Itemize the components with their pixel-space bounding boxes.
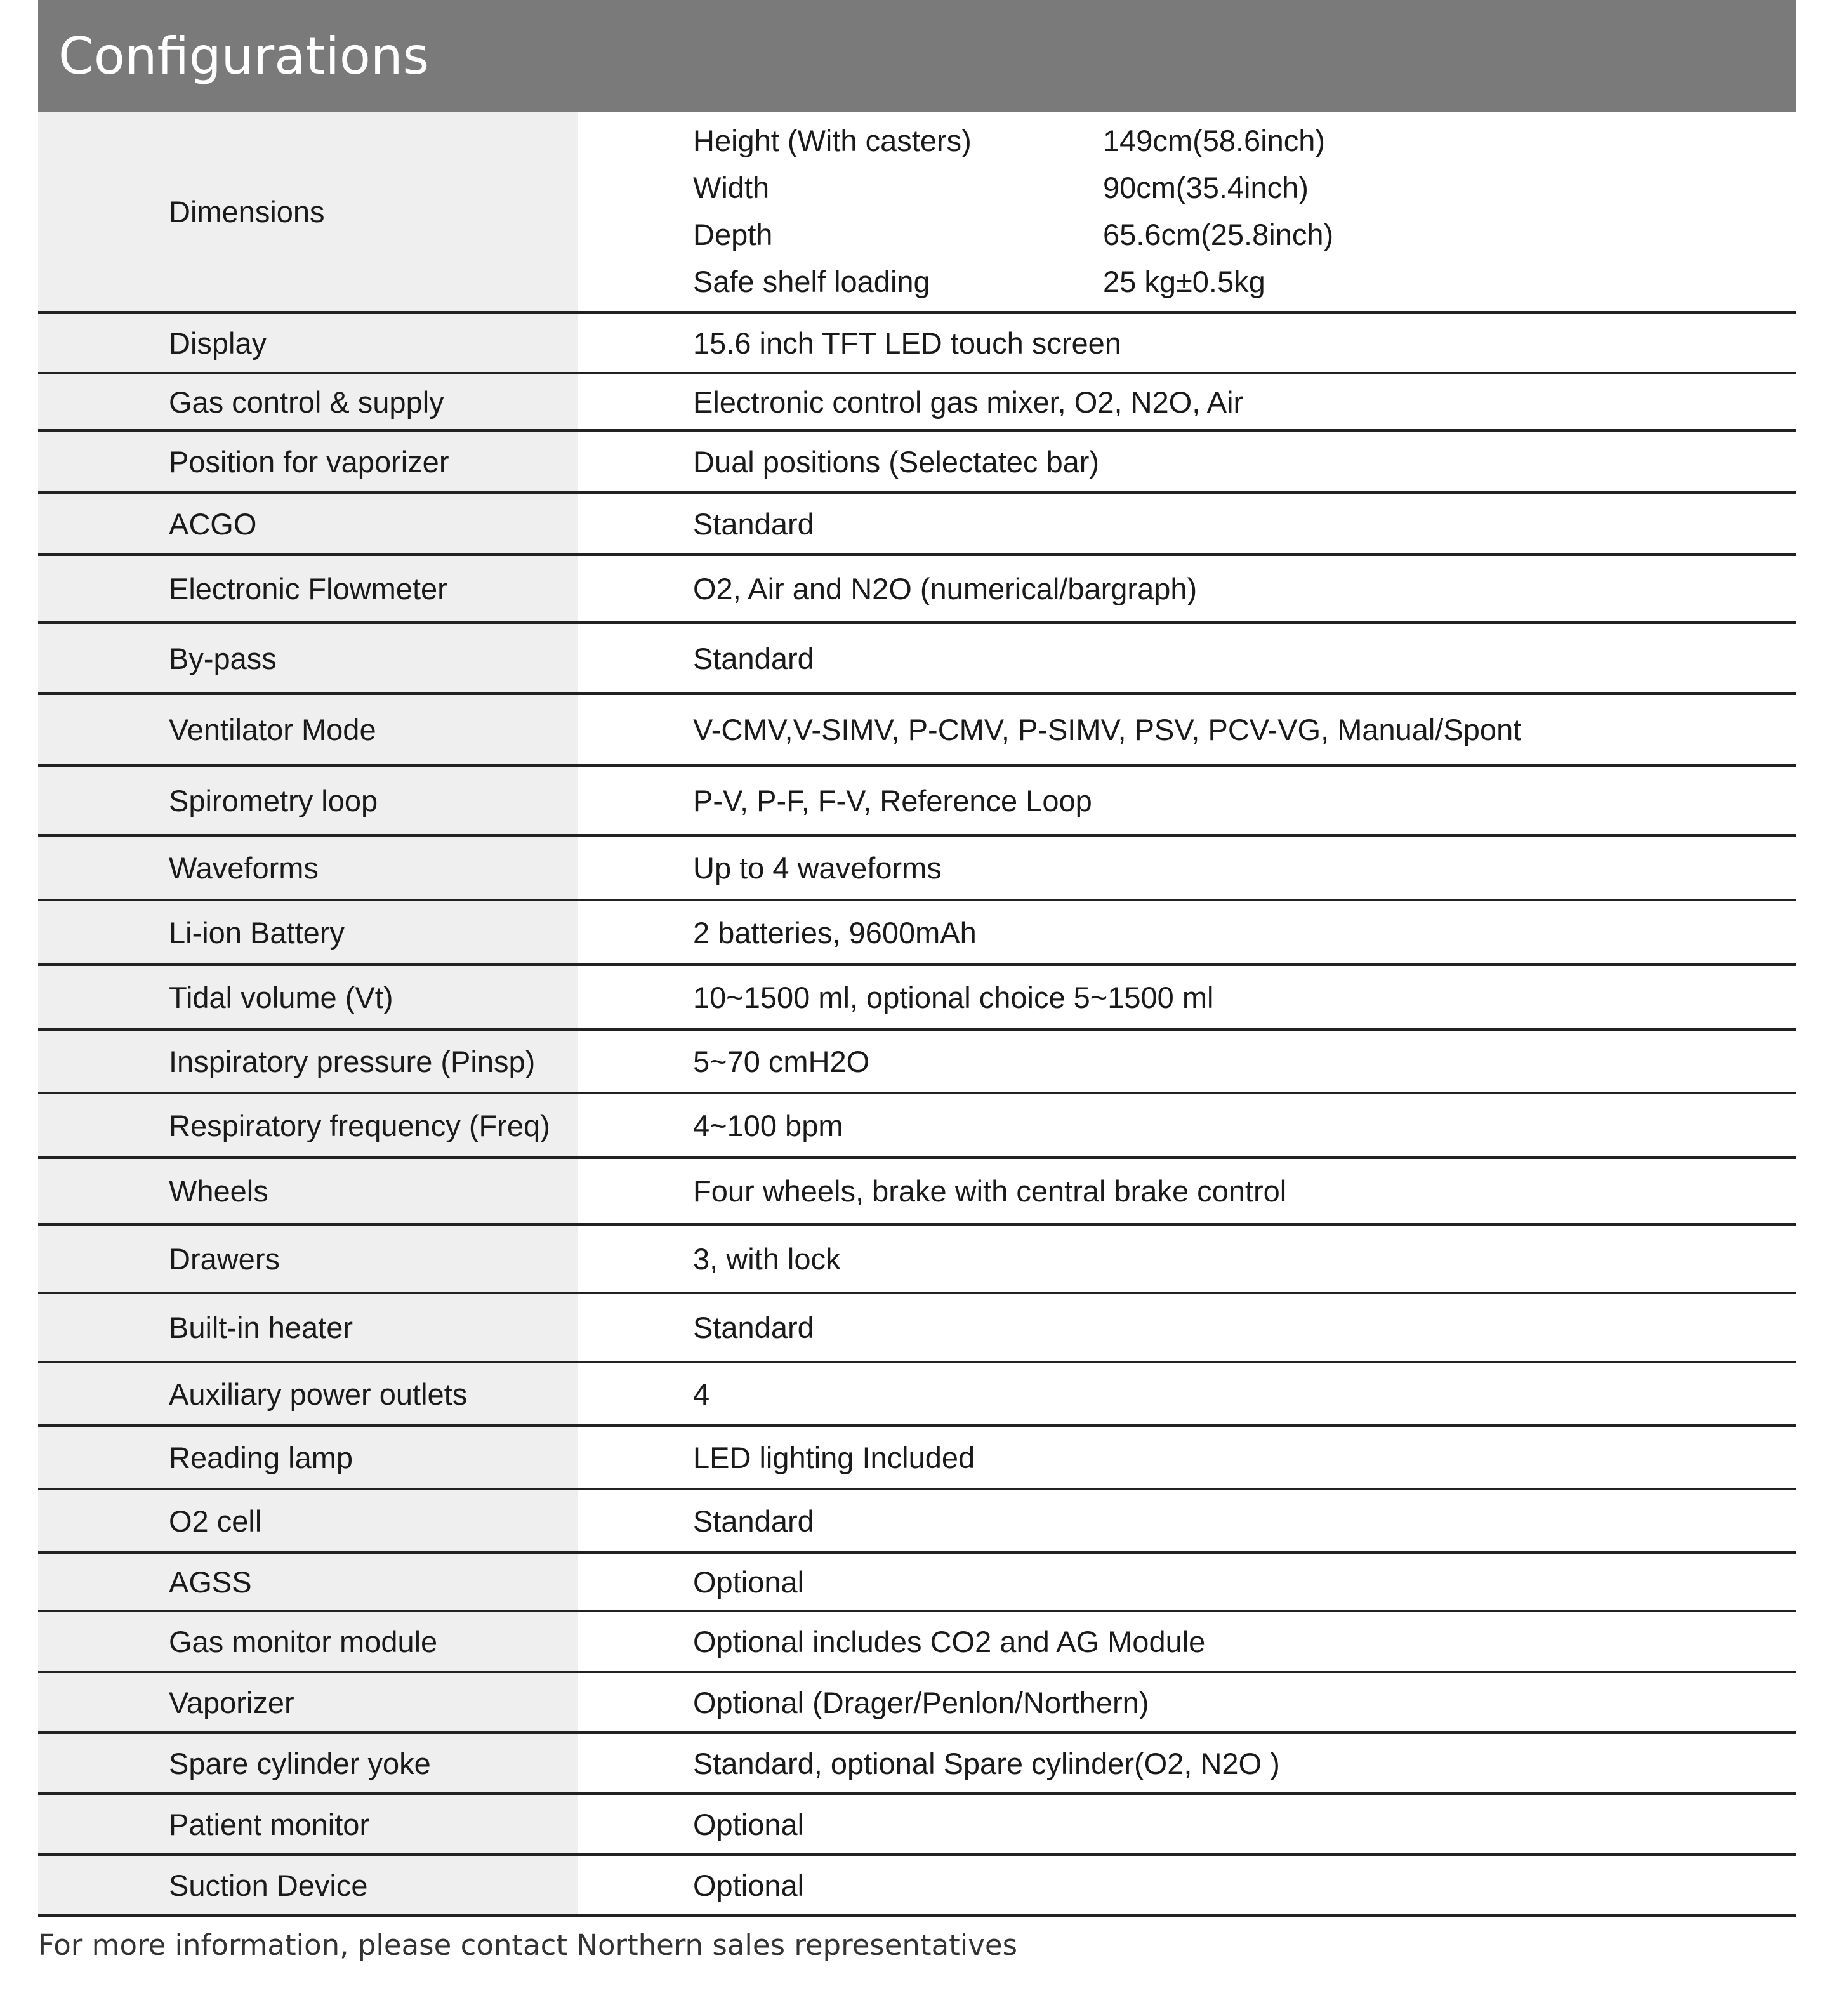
table-row [38,555,1796,623]
row-label: By-pass [38,623,578,694]
dimension-value: 25 kg±0.5kg [1103,265,1265,298]
row-value: 4 [578,1362,1796,1426]
dimension-value: 149cm(58.6inch) [1103,124,1326,157]
row-value: O2, Air and N2O (numerical/bargraph) [578,555,1796,623]
table-row [38,1224,1796,1293]
dimension-name: Height (With casters) [693,124,972,157]
row-value: Four wheels, brake with central brake control [578,1158,1796,1224]
row-value: Dual positions (Selectatec bar) [578,430,1796,493]
table-row [38,312,1796,373]
row-label: Vaporizer [38,1672,578,1733]
row-label: Auxiliary power outlets [38,1362,578,1426]
row-value: 5~70 cmH2O [578,1029,1796,1093]
footer-note: For more information, please contact Northern sales representatives [38,1928,1018,1962]
dimensions-values [578,112,1796,312]
table-row [38,430,1796,493]
table-row [38,1611,1796,1672]
table-row [38,1733,1796,1794]
dimension-name: Safe shelf loading [693,265,930,298]
row-value: V-CMV,V-SIMV, P-CMV, P-SIMV, PSV, PCV-VG, Manual/Spont [578,694,1796,765]
row-label: Built-in heater [38,1293,578,1362]
row-label: Electronic Flowmeter [38,555,578,623]
row-label: Inspiratory pressure (Pinsp) [38,1029,578,1093]
row-label: Patient monitor [38,1794,578,1855]
row-label: Position for vaporizer [38,430,578,493]
table-row [38,1362,1796,1426]
table-row [38,1794,1796,1855]
row-value: Standard [578,493,1796,555]
table-row [38,1489,1796,1552]
row-label: Wheels [38,1158,578,1224]
row-label: ACGO [38,493,578,555]
table-row [38,1029,1796,1093]
row-value: 3, with lock [578,1224,1796,1293]
table-row [38,835,1796,900]
row-value: Standard [578,623,1796,694]
table-row [38,623,1796,694]
table-row [38,1552,1796,1611]
row-value: Optional includes CO2 and AG Module [578,1611,1796,1672]
row-value: 2 batteries, 9600mAh [578,900,1796,965]
row-label: Li-ion Battery [38,900,578,965]
row-value: Up to 4 waveforms [578,835,1796,900]
row-label: O2 cell [38,1489,578,1552]
table-row [38,493,1796,555]
dimension-value: 90cm(35.4inch) [1103,171,1309,204]
dimension-name: Depth [693,218,773,251]
row-value: Standard, optional Spare cylinder(O2, N2O ) [578,1733,1796,1794]
row-value: Optional (Drager/Penlon/Northern) [578,1672,1796,1733]
row-value: Standard [578,1293,1796,1362]
row-value: 10~1500 ml, optional choice 5~1500 ml [578,965,1796,1029]
row-value: Optional [578,1552,1796,1611]
row-value: 4~100 bpm [578,1093,1796,1158]
row-label: Spirometry loop [38,765,578,835]
row-label: Waveforms [38,835,578,900]
row-value: 15.6 inch TFT LED touch screen [578,312,1796,373]
table-row [38,965,1796,1029]
row-label: Respiratory frequency (Freq) [38,1093,578,1158]
table-row [38,765,1796,835]
row-label: Gas monitor module [38,1611,578,1672]
table-row [38,694,1796,765]
table-row [38,1672,1796,1733]
configurations-table [38,112,1796,1917]
table-row [38,1093,1796,1158]
dimension-value: 65.6cm(25.8inch) [1103,218,1334,251]
row-value: Standard [578,1489,1796,1552]
row-label: Display [38,312,578,373]
row-label: Tidal volume (Vt) [38,965,578,1029]
dimension-name: Width [693,171,770,204]
row-label: AGSS [38,1552,578,1611]
table-row [38,1158,1796,1224]
table-row [38,373,1796,430]
table-row [38,1855,1796,1916]
row-label: Ventilator Mode [38,694,578,765]
row-value: P-V, P-F, F-V, Reference Loop [578,765,1796,835]
table-row [38,1293,1796,1362]
table-row [38,900,1796,965]
row-value: Electronic control gas mixer, O2, N2O, Air [578,373,1796,430]
row-value: Optional [578,1794,1796,1855]
row-label: Dimensions [38,112,578,312]
row-label: Gas control & supply [38,373,578,430]
row-label: Drawers [38,1224,578,1293]
table-row [38,1426,1796,1489]
page-title: Configurations [38,0,1796,112]
table-row-dimensions [38,112,1796,312]
row-value: Optional [578,1855,1796,1916]
spec-sheet [38,0,1796,1962]
row-label: Suction Device [38,1855,578,1916]
row-label: Spare cylinder yoke [38,1733,578,1794]
row-label: Reading lamp [38,1426,578,1489]
row-value: LED lighting Included [578,1426,1796,1489]
